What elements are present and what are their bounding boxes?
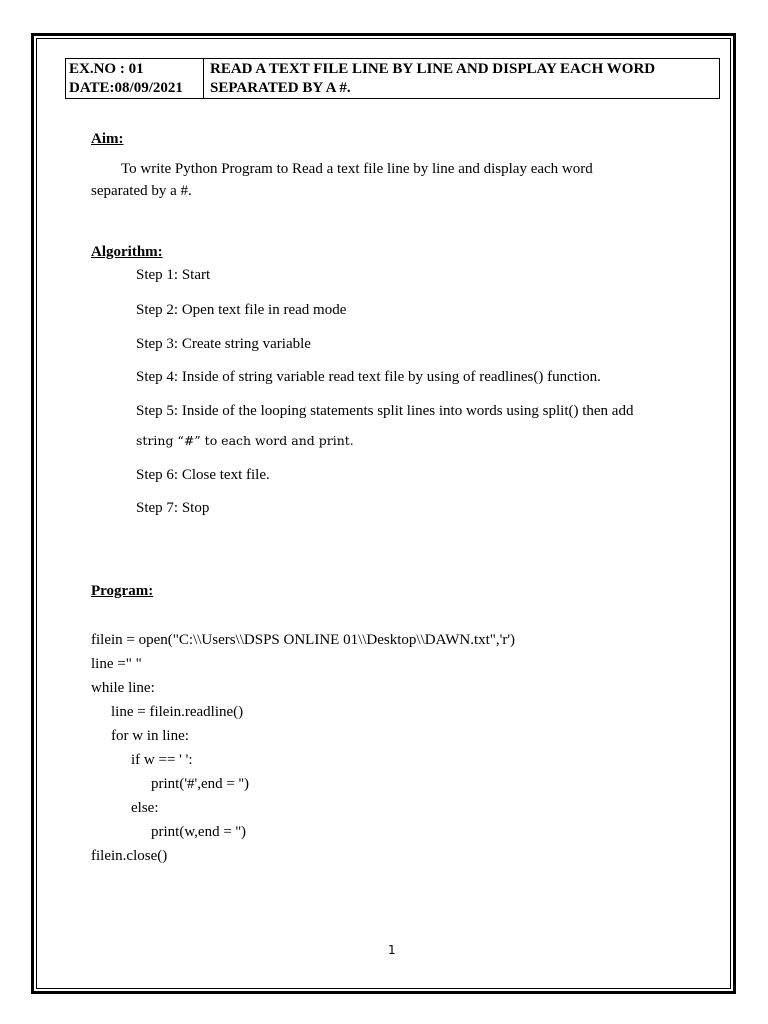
code-line: while line: [91, 680, 155, 696]
code-line: for w in line: [111, 728, 189, 744]
page-number: 1 [388, 943, 396, 957]
code-line: filein = open("C:\\Users\\DSPS ONLINE 01\\Desktop\\DAWN.txt",'r') [91, 632, 516, 648]
algorithm-step: Step 2: Open text file in read mode [136, 302, 347, 318]
header-id-cell [66, 59, 204, 98]
algorithm-step-continuation: string “#” to each word and print. [136, 433, 354, 448]
algorithm-step: Step 7: Stop [136, 500, 210, 516]
code-line: line =" " [91, 656, 142, 672]
header-table [65, 58, 720, 99]
exercise-date: DATE:08/09/2021 [69, 80, 183, 96]
code-line: else: [131, 800, 159, 816]
aim-text-line-1: To write Python Program to Read a text file line by line and display each word [121, 161, 593, 177]
algorithm-step: Step 1: Start [136, 267, 211, 283]
code-line: if w == ' ': [131, 752, 193, 768]
code-line: line = filein.readline() [111, 704, 244, 720]
title-line-2: SEPARATED BY A #. [210, 80, 351, 96]
aim-text-line-2: separated by a #. [91, 183, 192, 199]
algorithm-heading: Algorithm: [91, 244, 163, 260]
algorithm-step: Step 4: Inside of string variable read text file by using of readlines() function. [136, 369, 601, 385]
header-title-cell [204, 59, 719, 98]
code-line: print(w,end = '') [151, 824, 246, 840]
algorithm-step: Step 6: Close text file. [136, 467, 270, 483]
exercise-number: EX.NO : 01 [69, 61, 144, 77]
program-heading: Program: [91, 583, 154, 599]
algorithm-step: Step 5: Inside of the looping statements split lines into words using split() then add [136, 403, 634, 419]
algorithm-step: Step 3: Create string variable [136, 336, 311, 352]
title-line-1: READ A TEXT FILE LINE BY LINE AND DISPLAY EACH WORD [210, 61, 656, 77]
code-line: filein.close() [91, 848, 168, 864]
aim-heading: Aim: [91, 131, 124, 147]
code-line: print('#',end = '') [151, 776, 249, 792]
